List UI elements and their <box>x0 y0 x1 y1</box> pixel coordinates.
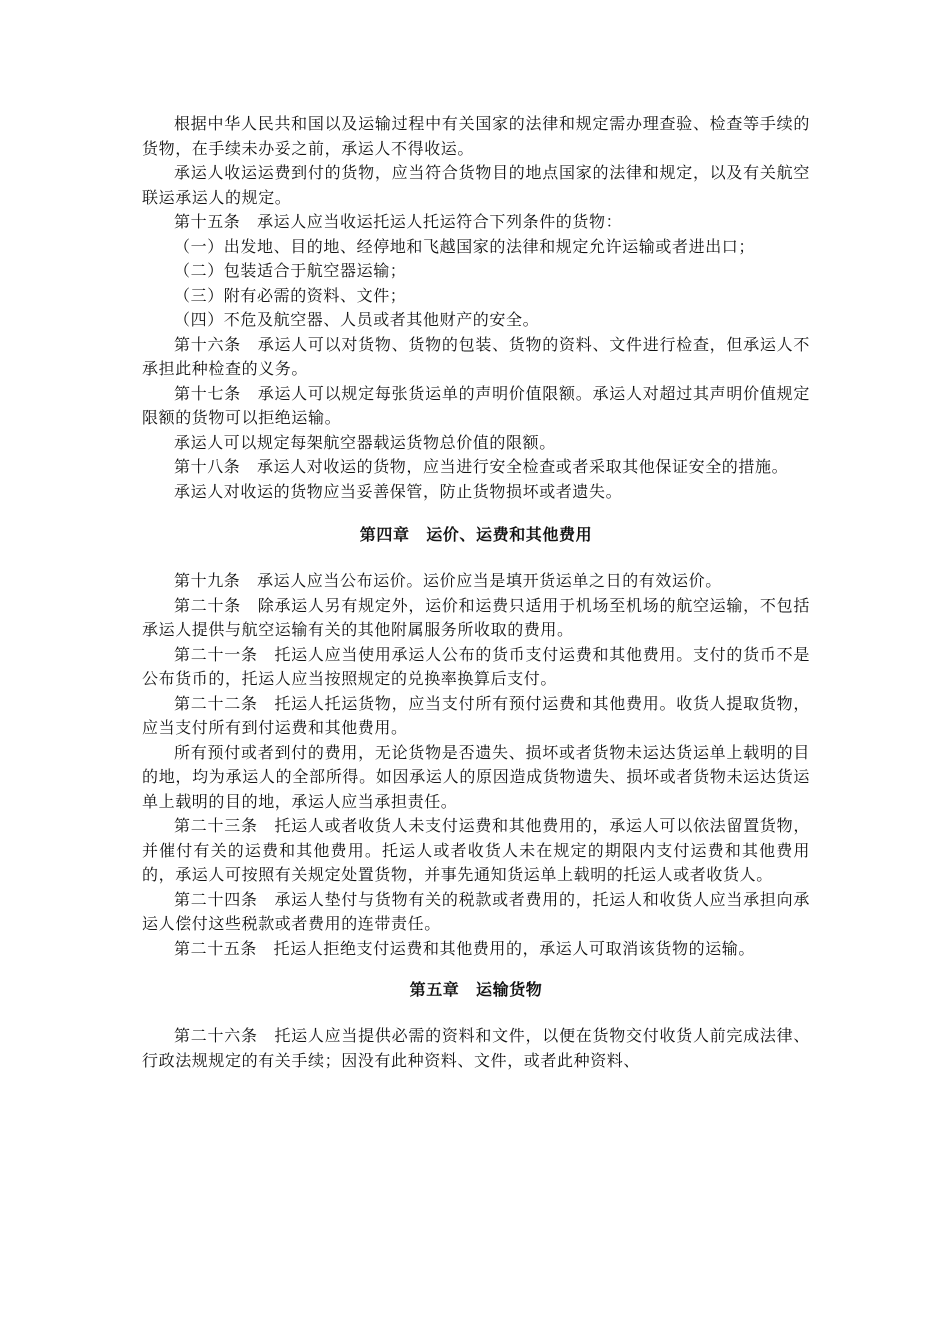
article-25-paragraph: 第二十五条 托运人拒绝支付运费和其他费用的，承运人可取消该货物的运输。 <box>174 938 756 958</box>
article-26-paragraph: 第二十六条 托运人应当提供必需的资料和文件，以便在货物交付收货人前完成法律、行政法规规定的有关手续；因没有此种资料、文件，或者此种资料、 <box>142 1026 810 1070</box>
chapter-4-heading: 第四章 运价、运费和其他费用 <box>359 525 593 544</box>
article-20-paragraph: 第二十条 除承运人另有规定外，运价和运费只适用于机场至机场的航空运输，不包括承运人提供与航空运输有关的其他附属服务所收取的费用。 <box>142 595 810 639</box>
spacer <box>142 1002 810 1024</box>
paragraph: 承运人可以规定每架航空器载运货物总价值的限额。 <box>174 432 556 452</box>
paragraph: 承运人对收运的货物应当妥善保管，防止货物损坏或者遗失。 <box>174 481 623 501</box>
spacer <box>142 547 810 569</box>
document-body <box>142 112 810 1073</box>
list-item-2: （二）包装适合于航空器运输； <box>174 261 407 280</box>
paragraph: 所有预付或者到付的费用，无论货物是否遗失、损坏或者货物未运达货运单上载明的目的地，均为承运人的全部所得。如因承运人的原因造成货物遗失、损坏或者货物未运达货运单上载明的目的地，承运人应当承担责任。 <box>142 742 810 811</box>
article-22-paragraph: 第二十二条 托运人托运货物，应当支付所有预付运费和其他费用。收货人提取货物，应当支付所有到付运费和其他费用。 <box>142 693 810 737</box>
article-17-paragraph: 第十七条 承运人可以规定每张货运单的声明价值限额。承运人对超过其声明价值规定限额的货物可以拒绝运输。 <box>142 383 810 427</box>
article-15-paragraph: 第十五条 承运人应当收运托运人托运符合下列条件的货物： <box>174 212 623 231</box>
spacer <box>142 961 810 978</box>
article-21-paragraph: 第二十一条 托运人应当使用承运人公布的货币支付运费和其他费用。支付的货币不是公布货币的，托运人应当按照规定的兑换率换算后支付。 <box>142 644 810 688</box>
list-item-1: （一）出发地、目的地、经停地和飞越国家的法律和规定允许运输或者进出口； <box>174 236 756 256</box>
chapter-5-heading: 第五章 运输货物 <box>409 980 543 999</box>
list-item-4: （四）不危及航空器、人员或者其他财产的安全。 <box>174 310 540 329</box>
paragraph: 承运人收运运费到付的货物，应当符合货物目的地点国家的法律和规定，以及有关航空联运承运人的规定。 <box>142 163 810 207</box>
list-item-3: （三）附有必需的资料、文件； <box>174 285 407 305</box>
article-16-paragraph: 第十六条 承运人可以对货物、货物的包装、货物的资料、文件进行检查，但承运人不承担此种检查的义务。 <box>142 334 810 378</box>
article-18-paragraph: 第十八条 承运人对收运的货物，应当进行安全检查或者采取其他保证安全的措施。 <box>174 457 789 476</box>
spacer <box>142 504 810 523</box>
article-19-paragraph: 第十九条 承运人应当公布运价。运价应当是填开货运单之日的有效运价。 <box>174 571 722 590</box>
article-23-paragraph: 第二十三条 托运人或者收货人未支付运费和其他费用的，承运人可以依法留置货物，并催付有关的运费和其他费用。托运人或者收货人未在规定的期限内支付运费和其他费用的，承运人可按照有关规定处置货物，并事先通知货运单上载明的托运人或者收货人。 <box>142 816 810 884</box>
article-24-paragraph: 第二十四条 承运人垫付与货物有关的税款或者费用的，托运人和收货人应当承担向承运人偿付这些税款或者费用的连带责任。 <box>142 889 810 933</box>
paragraph: 根据中华人民共和国以及运输过程中有关国家的法律和规定需办理查验、检查等手续的货物，在手续未办妥之前，承运人不得收运。 <box>142 114 810 158</box>
